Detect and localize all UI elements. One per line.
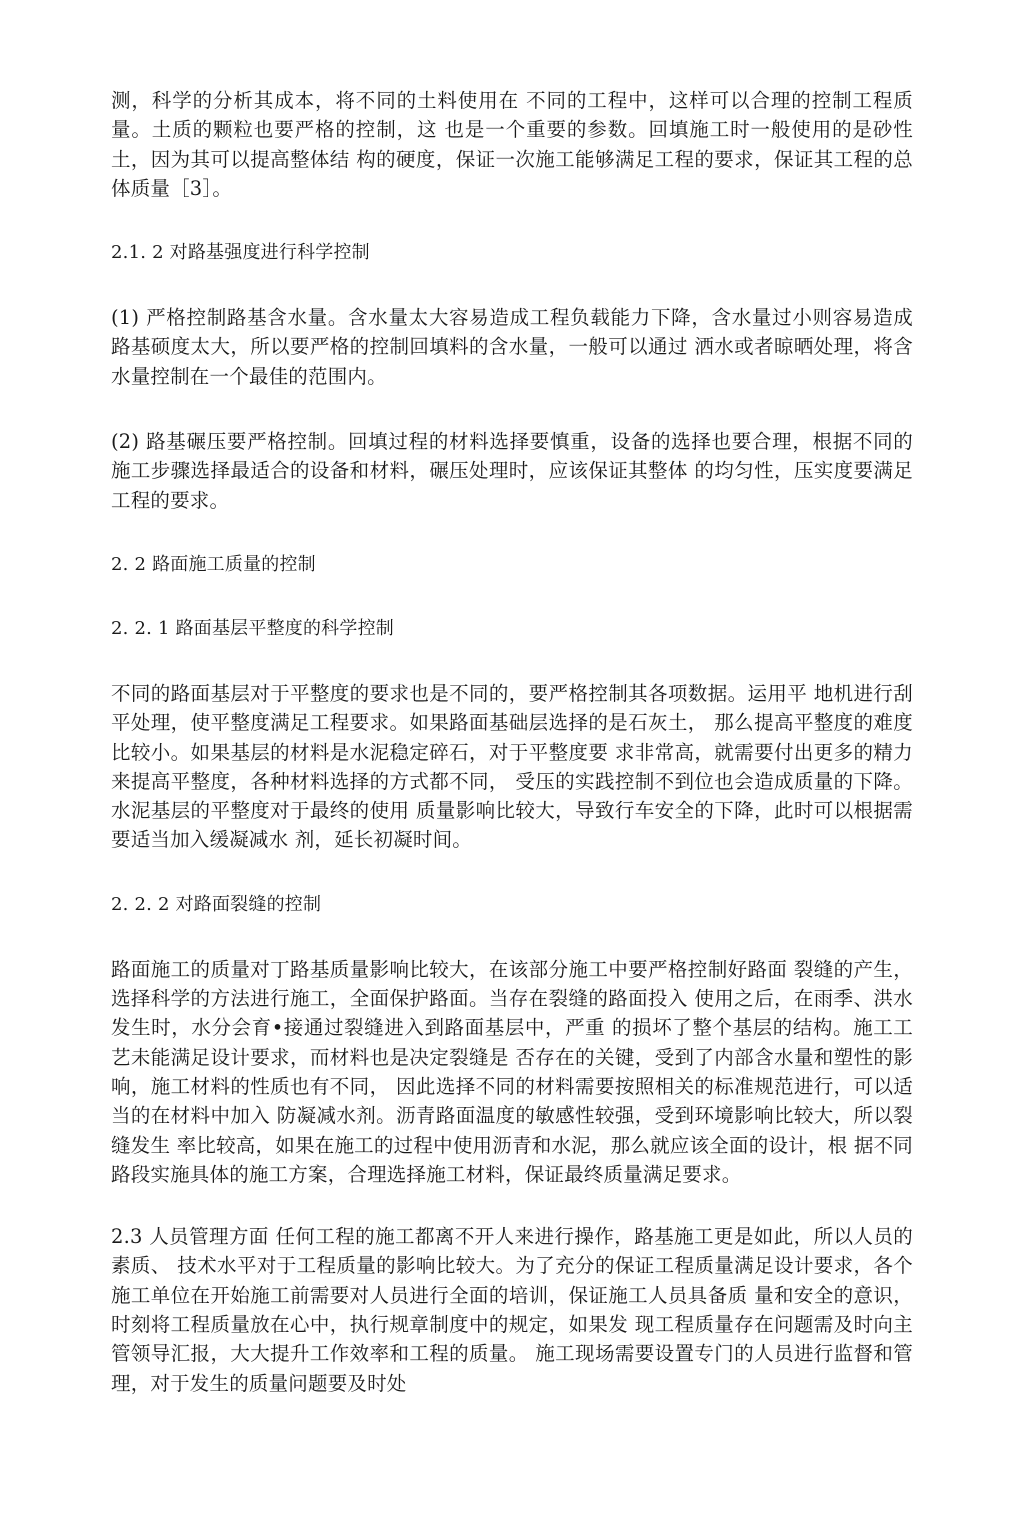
section-heading-2-2-1: 2. 2. 1 路面基层平整度的科学控制: [111, 617, 394, 639]
paragraph-soil-quality: 测，科学的分析其成本，将不同的土料使用在 不同的工程中，这样可以合理的控制工程质量。土质的颗粒也要严格的控制，这 也是一个重要的参数。回填施工时一般使用的是砂性土，因为其可以提高整体结 构的硬度，保证一次施工能够满足工程的要求，保证其工程的总体质量［3］。: [111, 89, 913, 200]
section-heading-2-1-2: 2.1. 2 对路基强度进行科学控制: [111, 242, 370, 264]
paragraph-moisture-control: (1) 严格控制路基含水量。含水量太大容易造成工程负载能力下降，含水量过小则容易造成路基硕度太大，所以要严格的控制回填料的含水量，一般可以通过 洒水或者晾晒处理，将含水量控制在一个最佳的范围内。: [111, 306, 913, 388]
document-page: [111, 86, 913, 1398]
paragraph-base-flatness: 不同的路面基层对于平整度的要求也是不同的，要严格控制其各项数据。运用平 地机进行刮平处理，使平整度满足工程要求。如果路面基础层选择的是石灰土， 那么提高平整度的难度比较小。如果基层的材料是水泥稳定碎石，对于平整度要 求非常高，就需要付出更多的精力来提高平整度，各种材料选择的方式都不同， 受压的实践控制不到位也会造成质量的下降。水泥基层的平整度对于最终的使用 质量影响比较大，导致行车安全的下降，此时可以根据需要适当加入缓凝减水 剂，延长初凝时间。: [111, 681, 913, 852]
paragraph-crack-control: 路面施工的质量对丁路基质量影响比较大，在该部分施工中要严格控制好路面 裂缝的产生，选择科学的方法进行施工，全面保护路面。当存在裂缝的路面投入 使用之后，在雨季、洪水发生时，水分会育•接通过裂缝进入到路面基层中，严重 的损坏了整个基层的结构。施工工艺未能满足设计要求，而材料也是决定裂缝是 否存在的关键，受到了内部含水量和塑性的影响，施工材料的性质也有不同， 因此选择不同的材料需要按照相关的标准规范进行，可以适当的在材料中加入 防凝减水剂。沥青路面温度的敏感性较强，受到环境影响比较大，所以裂缝发生 率比较高，如果在施工的过程中使用沥青和水泥，那么就应该全面的设计，根 据不同路段实施具体的施工方案，合理选择施工材料，保证最终质量满足要求。: [111, 957, 913, 1186]
paragraph-compaction-control: (2) 路基碾压要严格控制。回填过程的材料选择要慎重，设备的选择也要合理，根据不同的施工步骤选择最适合的设备和材料，碾压处理时，应该保证其整体 的均匀性，压实度要满足工程的要求。: [111, 430, 913, 512]
section-heading-2-2: 2. 2 路面施工质量的控制: [111, 553, 316, 575]
section-heading-2-2-2: 2. 2. 2 对路面裂缝的控制: [111, 893, 322, 915]
paragraph-personnel-management: 2.3 人员管理方面 任何工程的施工都离不开人来进行操作，路基施工更是如此，所以人员的素质、 技术水平对于工程质量的影响比较大。为了充分的保证工程质量满足设计要求，各个施工单位在开始施工前需要对人员进行全面的培训，保证施工人员具备质 量和安全的意识，时刻将工程质量放在心中，执行规章制度中的规定，如果发 现工程质量存在问题需及时向主管领导汇报，大大提升工作效率和工程的质量。 施工现场需要设置专门的人员进行监督和管理，对于发生的质量问题要及时处: [111, 1225, 913, 1395]
